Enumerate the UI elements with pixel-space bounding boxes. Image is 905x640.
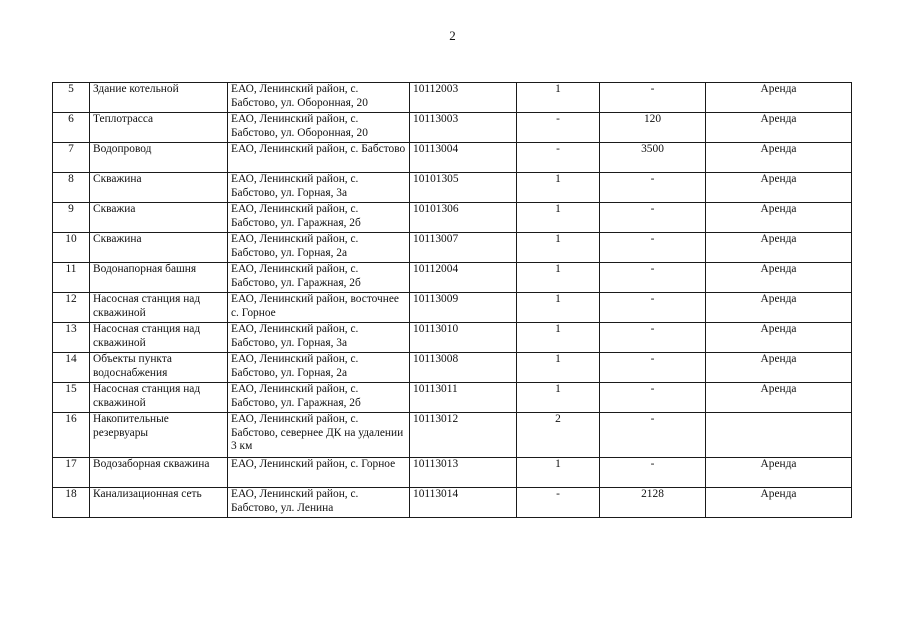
object-name: Водопровод (90, 143, 228, 173)
inventory-code: 10113008 (410, 353, 517, 383)
row-number: 16 (53, 413, 90, 458)
object-address: ЕАО, Ленинский район, с. Бабстово, ул. Оборонная, 20 (228, 83, 410, 113)
basis: Аренда (706, 263, 852, 293)
object-name: Насосная станция над скважиной (90, 293, 228, 323)
length: - (600, 323, 706, 353)
basis: Аренда (706, 173, 852, 203)
length: 120 (600, 113, 706, 143)
quantity: 1 (517, 203, 600, 233)
row-number: 7 (53, 143, 90, 173)
object-address: ЕАО, Ленинский район, с. Горное (228, 458, 410, 488)
object-address: ЕАО, Ленинский район, с. Бабстово, ул. Гаражная, 2б (228, 263, 410, 293)
row-number: 15 (53, 383, 90, 413)
length: - (600, 413, 706, 458)
basis: Аренда (706, 203, 852, 233)
row-number: 13 (53, 323, 90, 353)
basis: Аренда (706, 383, 852, 413)
table-row (53, 233, 852, 263)
quantity: 1 (517, 233, 600, 263)
length: - (600, 383, 706, 413)
inventory-code: 10113009 (410, 293, 517, 323)
inventory-code: 10113012 (410, 413, 517, 458)
object-name: Теплотрасса (90, 113, 228, 143)
row-number: 11 (53, 263, 90, 293)
table-row (53, 413, 852, 458)
row-number: 8 (53, 173, 90, 203)
object-name: Скважина (90, 173, 228, 203)
object-address: ЕАО, Ленинский район, с. Бабстово, ул. Ленина (228, 488, 410, 518)
basis: Аренда (706, 113, 852, 143)
object-address: ЕАО, Ленинский район, с. Бабстово, ул. Гаражная, 2б (228, 203, 410, 233)
row-number: 12 (53, 293, 90, 323)
object-address: ЕАО, Ленинский район, с. Бабстово, ул. Горная, 3а (228, 323, 410, 353)
length: - (600, 173, 706, 203)
table-row (53, 203, 852, 233)
quantity: 2 (517, 413, 600, 458)
inventory-code: 10113011 (410, 383, 517, 413)
quantity: 1 (517, 353, 600, 383)
row-number: 17 (53, 458, 90, 488)
basis: Аренда (706, 233, 852, 263)
basis: Аренда (706, 323, 852, 353)
object-address: ЕАО, Ленинский район, с. Бабстово, ул. Гаражная, 2б (228, 383, 410, 413)
length: 2128 (600, 488, 706, 518)
length: - (600, 293, 706, 323)
property-table (52, 82, 852, 518)
object-name: Насосная станция над скважиной (90, 383, 228, 413)
quantity: 1 (517, 383, 600, 413)
length: - (600, 203, 706, 233)
quantity: 1 (517, 83, 600, 113)
inventory-code: 10113007 (410, 233, 517, 263)
page-number: 2 (449, 28, 456, 43)
inventory-code: 10113004 (410, 143, 517, 173)
length: - (600, 458, 706, 488)
object-name: Водозаборная скважина (90, 458, 228, 488)
object-address: ЕАО, Ленинский район, с. Бабстово, ул. Горная, 3а (228, 173, 410, 203)
property-table-body (53, 83, 852, 518)
quantity: 1 (517, 323, 600, 353)
object-name: Здание котельной (90, 83, 228, 113)
object-address: ЕАО, Ленинский район, восточнее с. Горное (228, 293, 410, 323)
object-name: Скважиа (90, 203, 228, 233)
row-number: 5 (53, 83, 90, 113)
table-row (53, 458, 852, 488)
quantity: 1 (517, 263, 600, 293)
inventory-code: 10113003 (410, 113, 517, 143)
inventory-code: 10101306 (410, 203, 517, 233)
basis (706, 413, 852, 458)
quantity: - (517, 113, 600, 143)
row-number: 6 (53, 113, 90, 143)
length: 3500 (600, 143, 706, 173)
object-name: Накопительные резервуары (90, 413, 228, 458)
table-row (53, 143, 852, 173)
basis: Аренда (706, 293, 852, 323)
table-row (53, 353, 852, 383)
quantity: - (517, 143, 600, 173)
object-address: ЕАО, Ленинский район, с. Бабстово, ул. Горная, 2а (228, 353, 410, 383)
object-address: ЕАО, Ленинский район, с. Бабстово, ул. Горная, 2а (228, 233, 410, 263)
inventory-code: 10112003 (410, 83, 517, 113)
basis: Аренда (706, 488, 852, 518)
quantity: 1 (517, 458, 600, 488)
table-row (53, 83, 852, 113)
table-row (53, 488, 852, 518)
table-row (53, 293, 852, 323)
quantity: - (517, 488, 600, 518)
row-number: 14 (53, 353, 90, 383)
basis: Аренда (706, 458, 852, 488)
table-row (53, 173, 852, 203)
object-name: Скважина (90, 233, 228, 263)
row-number: 18 (53, 488, 90, 518)
row-number: 10 (53, 233, 90, 263)
length: - (600, 83, 706, 113)
object-address: ЕАО, Ленинский район, с. Бабстово (228, 143, 410, 173)
object-name: Насосная станция над скважиной (90, 323, 228, 353)
length: - (600, 233, 706, 263)
table-row (53, 383, 852, 413)
object-name: Водонапорная башня (90, 263, 228, 293)
object-address: ЕАО, Ленинский район, с. Бабстово, ул. Оборонная, 20 (228, 113, 410, 143)
quantity: 1 (517, 293, 600, 323)
inventory-code: 10113013 (410, 458, 517, 488)
table-row (53, 113, 852, 143)
inventory-code: 10113014 (410, 488, 517, 518)
table-row (53, 323, 852, 353)
row-number: 9 (53, 203, 90, 233)
inventory-code: 10112004 (410, 263, 517, 293)
object-address: ЕАО, Ленинский район, с. Бабстово, севернее ДК на удалении 3 км (228, 413, 410, 458)
inventory-code: 10113010 (410, 323, 517, 353)
basis: Аренда (706, 353, 852, 383)
quantity: 1 (517, 173, 600, 203)
inventory-code: 10101305 (410, 173, 517, 203)
length: - (600, 263, 706, 293)
table-row (53, 263, 852, 293)
basis: Аренда (706, 83, 852, 113)
length: - (600, 353, 706, 383)
object-name: Объекты пункта водоснабжения (90, 353, 228, 383)
object-name: Канализационная сеть (90, 488, 228, 518)
basis: Аренда (706, 143, 852, 173)
